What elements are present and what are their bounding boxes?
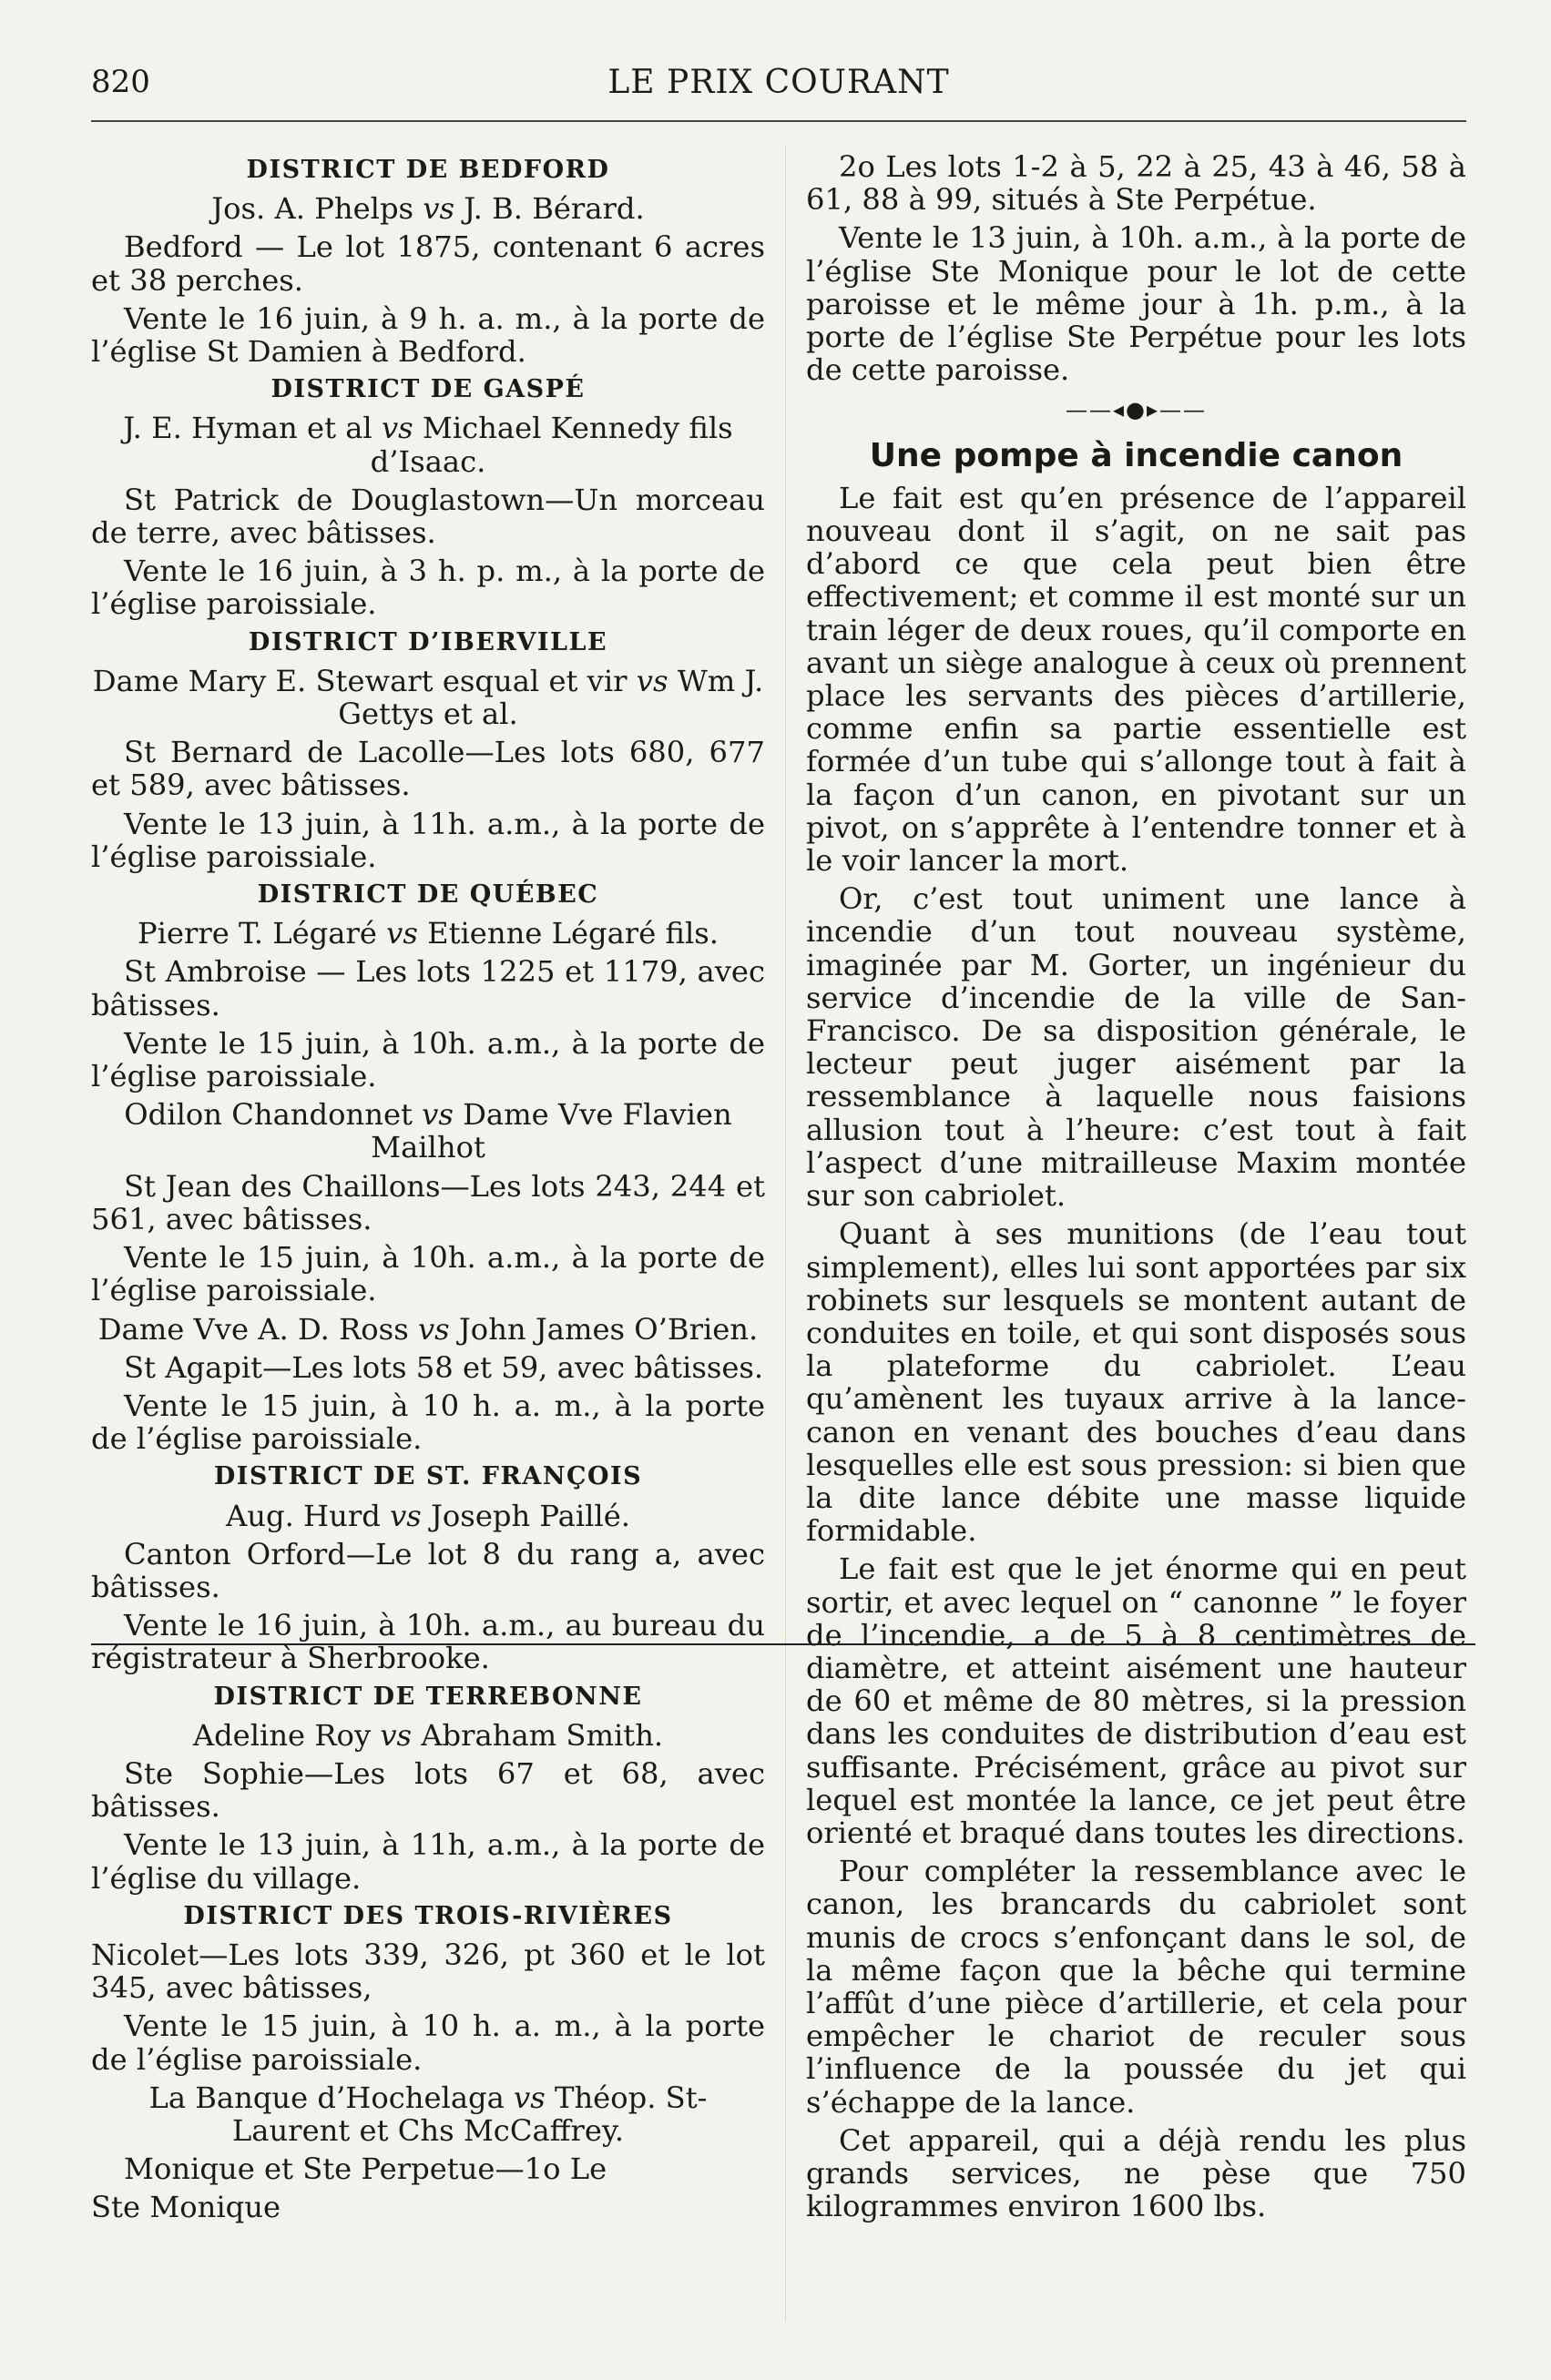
case-sale: Vente le 16 juin, à 3 h. p. m., à la porte de l’église paroissiale. bbox=[91, 554, 765, 622]
case-sale: Vente le 16 juin, à 10h. a.m., au bureau du régistrateur à Sherbrooke. bbox=[91, 1608, 765, 1676]
case-lot: St Agapit—Les lots 58 et 59, avec bâtisses. bbox=[124, 1349, 764, 1385]
article-paragraph: Or, c’est tout uniment une lance à incendie d’un tout nouveau système, imaginée par M. Gorter, un ingénieur du service d’incendie de la ville de San-Francisco. De sa disposition générale, le lecteur peut juger aisément par la ressemblance à laquelle nous faisions allusion tout à l’heure: c’est tout à fait l’aspect d’une mitrailleuse Maxim montée sur son cabriolet. bbox=[806, 881, 1466, 1214]
case-parties: J. E. Hyman et al vs Michael Kennedy fils d’Isaac. bbox=[123, 411, 733, 479]
right-column bbox=[806, 150, 1466, 2331]
case-sale: Vente le 13 juin, à 11h, a.m., à la porte de l’église du village. bbox=[91, 1827, 765, 1896]
district-heading-bedford: DISTRICT DE BEDFORD bbox=[246, 156, 610, 184]
article-paragraph: Quant à ses munitions (de l’eau tout simplement), elles lui sont apportées par six robinets sur lesquels se montent autant de conduites en toile, et qui sont disposés sous la plateforme du cabriolet. L’eau qu’amènent les tuyaux arrive à la lance-canon en venant des bouches d’eau dans lesquelles elle est sous pression: si bien que la dite lance débite une masse liquide formidable. bbox=[806, 1216, 1466, 1549]
case-lot: Nicolet—Les lots 339, 326, pt 360 et le lot 345, avec bâtisses, bbox=[91, 1937, 765, 2006]
case-parties: Dame Mary E. Stewart esqual et vir vs Wm J. Gettys et al. bbox=[92, 663, 764, 732]
case-lot: St Jean des Chaillons—Les lots 243, 244 et 561, avec bâtisses. bbox=[91, 1168, 765, 1236]
case-sale: Vente le 15 juin, à 10h. a.m., à la porte de l’église paroissiale. bbox=[91, 1240, 765, 1308]
page-number: 820 bbox=[91, 64, 150, 100]
article-paragraph: Le fait est qu’en présence de l’appareil nouveau dont il s’agit, on ne sait pas d’abord ce que cela peut bien être effectivement; et comme il est monté sur un train léger de deux roues, qu’il comporte en avant un siège analogue à ceux où prennent place les servants des pièces d’artillerie, comme enfin sa partie essentielle est formée d’un tube qui s’allonge tout à fait à la façon d’un canon, en pivotant sur un pivot, on s’apprête à l’entendre tonner et à le voir lancer la mort. bbox=[806, 480, 1466, 879]
page-header bbox=[91, 64, 1466, 109]
district-heading-iberville: DISTRICT D’IBERVILLE bbox=[248, 627, 608, 656]
section-ornament: ——◂●▸—— bbox=[1065, 397, 1208, 423]
case-parties: Dame Vve A. D. Ross vs John James O’Brien. bbox=[97, 1311, 759, 1347]
case-sale: Vente le 15 juin, à 10 h. a. m., à la porte de l’église paroissiale. bbox=[91, 2009, 765, 2077]
continued-sale: Vente le 13 juin, à 10h. a.m., à la porte de l’église Ste Monique pour le lot de cette paroisse et le même jour à 1h. p.m., à la porte de l’église Ste Perpétue pour les lots de cette paroisse. bbox=[806, 220, 1466, 388]
case-lot: Bedford — Le lot 1875, contenant 6 acres et 38 perches. bbox=[91, 229, 765, 298]
case-parties: Pierre T. Légaré vs Etienne Légaré fils. bbox=[138, 916, 719, 951]
article-title: Une pompe à incendie canon bbox=[869, 436, 1403, 474]
case-sale: Vente le 15 juin, à 10 h. a. m., à la porte de l’église paroissiale. bbox=[91, 1388, 765, 1457]
case-lot: St Bernard de Lacolle—Les lots 680, 677 et 589, avec bâtisses. bbox=[91, 735, 765, 803]
running-title: LE PRIX COURANT bbox=[607, 64, 950, 101]
case-parties: Odilon Chandonnet vs Dame Vve Flavien Mailhot bbox=[124, 1097, 732, 1165]
case-lot: Monique et Ste Perpetue—1o Le bbox=[124, 2151, 607, 2187]
case-lot: St Ambroise — Les lots 1225 et 1179, avec bâtisses. bbox=[91, 954, 765, 1022]
case-lot-fragment: Ste Monique bbox=[91, 2190, 281, 2225]
printer-strike-line bbox=[91, 1643, 1475, 1645]
case-lot: St Patrick de Douglastown—Un morceau de terre, avec bâtisses. bbox=[91, 482, 765, 551]
header-rule bbox=[91, 120, 1466, 122]
case-lot: Canton Orford—Le lot 8 du rang a, avec bâtisses. bbox=[91, 1536, 765, 1604]
case-sale: Vente le 13 juin, à 11h. a.m., à la porte de l’église paroissiale. bbox=[91, 806, 765, 874]
column-divider bbox=[785, 146, 786, 2322]
case-sale: Vente le 15 juin, à 10h. a.m., à la porte de l’église paroissiale. bbox=[91, 1025, 765, 1094]
case-sale: Vente le 16 juin, à 9 h. a. m., à la porte de l’église St Damien à Bedford. bbox=[91, 300, 765, 370]
district-heading-gaspe: DISTRICT DE GASPÉ bbox=[270, 375, 586, 404]
district-heading-terrebonne: DISTRICT DE TERREBONNE bbox=[213, 1682, 643, 1711]
article-paragraph: Pour compléter la ressemblance avec le canon, les brancards du cabriolet sont munis de crocs s’enfonçant dans le sol, de la même façon que la bêche qui termine l’affût d’une pièce d’artillerie, et cela pour empêcher le chariot de reculer sous l’influence de la poussée du jet qui s’échappe de la lance. bbox=[806, 1854, 1466, 2120]
district-heading-quebec: DISTRICT DE QUÉBEC bbox=[257, 880, 599, 910]
continued-lot: 2o Les lots 1-2 à 5, 22 à 25, 43 à 46, 58 à 61, 88 à 99, situés à Ste Perpétue. bbox=[806, 150, 1466, 218]
case-lot: Ste Sophie—Les lots 67 et 68, avec bâtisses. bbox=[91, 1755, 765, 1825]
article-paragraph: Le fait est que le jet énorme qui en peut sortir, et avec lequel on “ canonne ” le foyer de l’incendie, a de 5 à 8 centimètres de diamètre, et atteint aisément une hauteur de 60 et même de 80 mètres, si la pression dans les conduites de distribution d’eau est suffisante. Précisément, grâce au pivot sur lequel est montée la lance, ce jet peut être orienté et braqué dans toutes les directions. bbox=[806, 1551, 1466, 1850]
district-heading-trois-rivieres: DISTRICT DES TROIS-RIVIÈRES bbox=[183, 1901, 673, 1930]
case-parties: Aug. Hurd vs Joseph Paillé. bbox=[226, 1498, 630, 1533]
case-parties: Adeline Roy vs Abraham Smith. bbox=[192, 1717, 664, 1753]
case-parties: Jos. A. Phelps vs J. B. Bérard. bbox=[211, 191, 645, 227]
article-paragraph: Cet appareil, qui a déjà rendu les plus grands services, ne pèse que 750 kilogrammes environ 1600 lbs. bbox=[806, 2122, 1466, 2224]
left-column bbox=[91, 150, 765, 2331]
district-heading-st-francois: DISTRICT DE ST. FRANÇOIS bbox=[213, 1462, 643, 1491]
case-parties: La Banque d’Hochelaga vs Théop. St-Laurent et Chs McCaffrey. bbox=[148, 2080, 708, 2148]
